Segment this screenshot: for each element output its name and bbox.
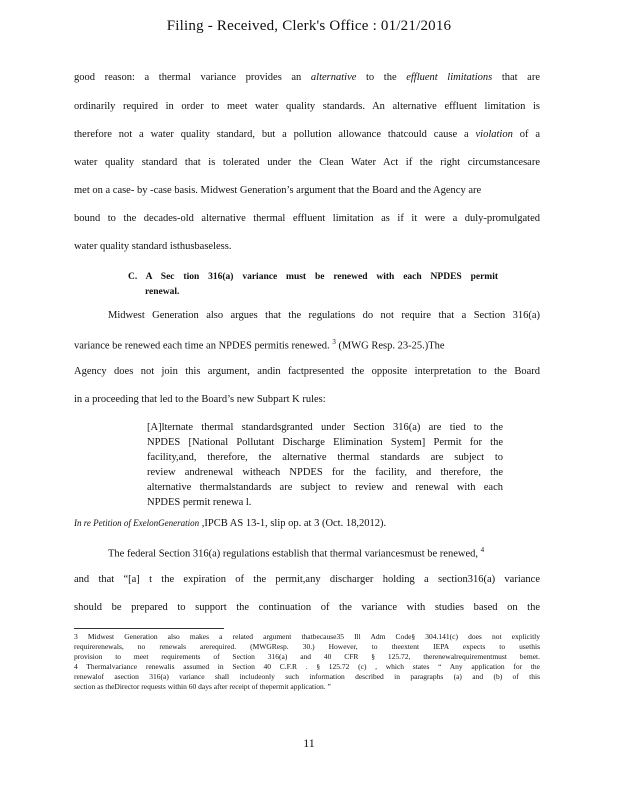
block-quote (147, 420, 503, 510)
body-line: ordinarily required in order to meet water quality standards. An alternative effluent limitation is (74, 101, 540, 112)
quote-line: alternative thermalstandards are subject to review and renewal with each (147, 482, 503, 493)
footnote-line: provision to meet requirements of Section 316(a) and 40 CFR § 125.72, therenewalrequirementmust bemet. (74, 652, 540, 661)
citation-case-name: In re Petition of ExelonGeneration (74, 518, 200, 528)
body-line: in a proceeding that led to the Board’s new Subpart K rules: (74, 394, 326, 405)
footnote-line: requirerenewals, no renewals arerequired. (MWGResp. 30.) However, to theextent IEPA expects to usethis (74, 642, 540, 651)
citation-reference: ,IPCB AS 13-1, slip op. at 3 (Oct. 18,2012). (201, 518, 387, 529)
footnote-ref: 3 (332, 338, 336, 346)
body-text: variance be renewed each time an NPDES permitis renewed. (74, 340, 330, 352)
footnote-line: section as theDirector requests within 60 days after receipt of thepermit application. ” (74, 682, 331, 691)
body-line (74, 338, 540, 352)
page-number: 11 (303, 736, 315, 750)
footnote-line: 3 Midwest Generation also makes a related argument thatbecause35 Ill Adm Code§ 304.141(c) does not explicitly (74, 632, 540, 641)
body-line: should be prepared to support the continuation of the variance with studies based on the (74, 602, 540, 613)
section-heading-line: renewal. (145, 287, 180, 297)
quote-line: review andrenewal witheach NPDES for the facility, and therefore, the (147, 467, 503, 478)
body-text: The federal Section 316(a) regulations establish that thermal variancesmust be renewed, (108, 548, 478, 560)
quote-line: NPDES permit renewa l. (147, 497, 252, 508)
body-line: Agency does not join this argument, andin factpresented the opposite interpretation to the Board (74, 366, 540, 377)
footnote-ref: 4 (480, 546, 485, 554)
citation (74, 518, 386, 529)
section-heading-line: C. A Sec tion 316(a) variance must be renewed with each NPDES permit (128, 272, 498, 282)
quote-line: facility,and, therefore, the alternative thermal standards are subject to (147, 452, 503, 463)
body-line: Midwest Generation also argues that the regulations do not require that a Section 316(a) (108, 310, 540, 321)
quote-line: [A]lternate thermal standardsgranted under Section 316(a) are tied to the (147, 422, 503, 433)
section-heading (128, 270, 498, 300)
body-line: water quality standard isthusbaseless. (74, 241, 232, 252)
filing-header: Filing - Received, Clerk's Office : 01/21/2016 (166, 18, 452, 34)
body-line: therefore not a water quality standard, but a pollution allowance thatcould cause a violation of a (74, 129, 540, 140)
body-line: good reason: a thermal variance provides an alternative to the effluent limitations that are (74, 72, 541, 83)
footnote-line: renewalof asection 316(a) variance shall includeonly such information described in paragraphs (a) and (b) of this (74, 672, 540, 681)
footnote-line: 4 Thermalvariance renewalis assumed in Section 40 C.F.R . § 125.72 (c) , which states “ Any application for the (74, 662, 540, 671)
quote-line: NPDES [National Pollutant Discharge Elimination System] Permit for the (147, 437, 503, 448)
body-line: and that “[a] t the expiration of the permit,any discharger holding a section316(a) variance (74, 574, 540, 585)
body-line (108, 546, 540, 560)
footnote-divider (74, 628, 224, 629)
body-line: met on a case- by -case basis. Midwest Generation’s argument that the Board and the Agency are (74, 185, 482, 196)
body-text: (MWG Resp. 23-25.)The (338, 340, 445, 352)
body-line: bound to the decades-old alternative thermal effluent limitation as if it were a duly-promulgated (74, 213, 540, 224)
body-line: water quality standard that is tolerated under the Clean Water Act if the right circumstancesare (74, 157, 540, 168)
